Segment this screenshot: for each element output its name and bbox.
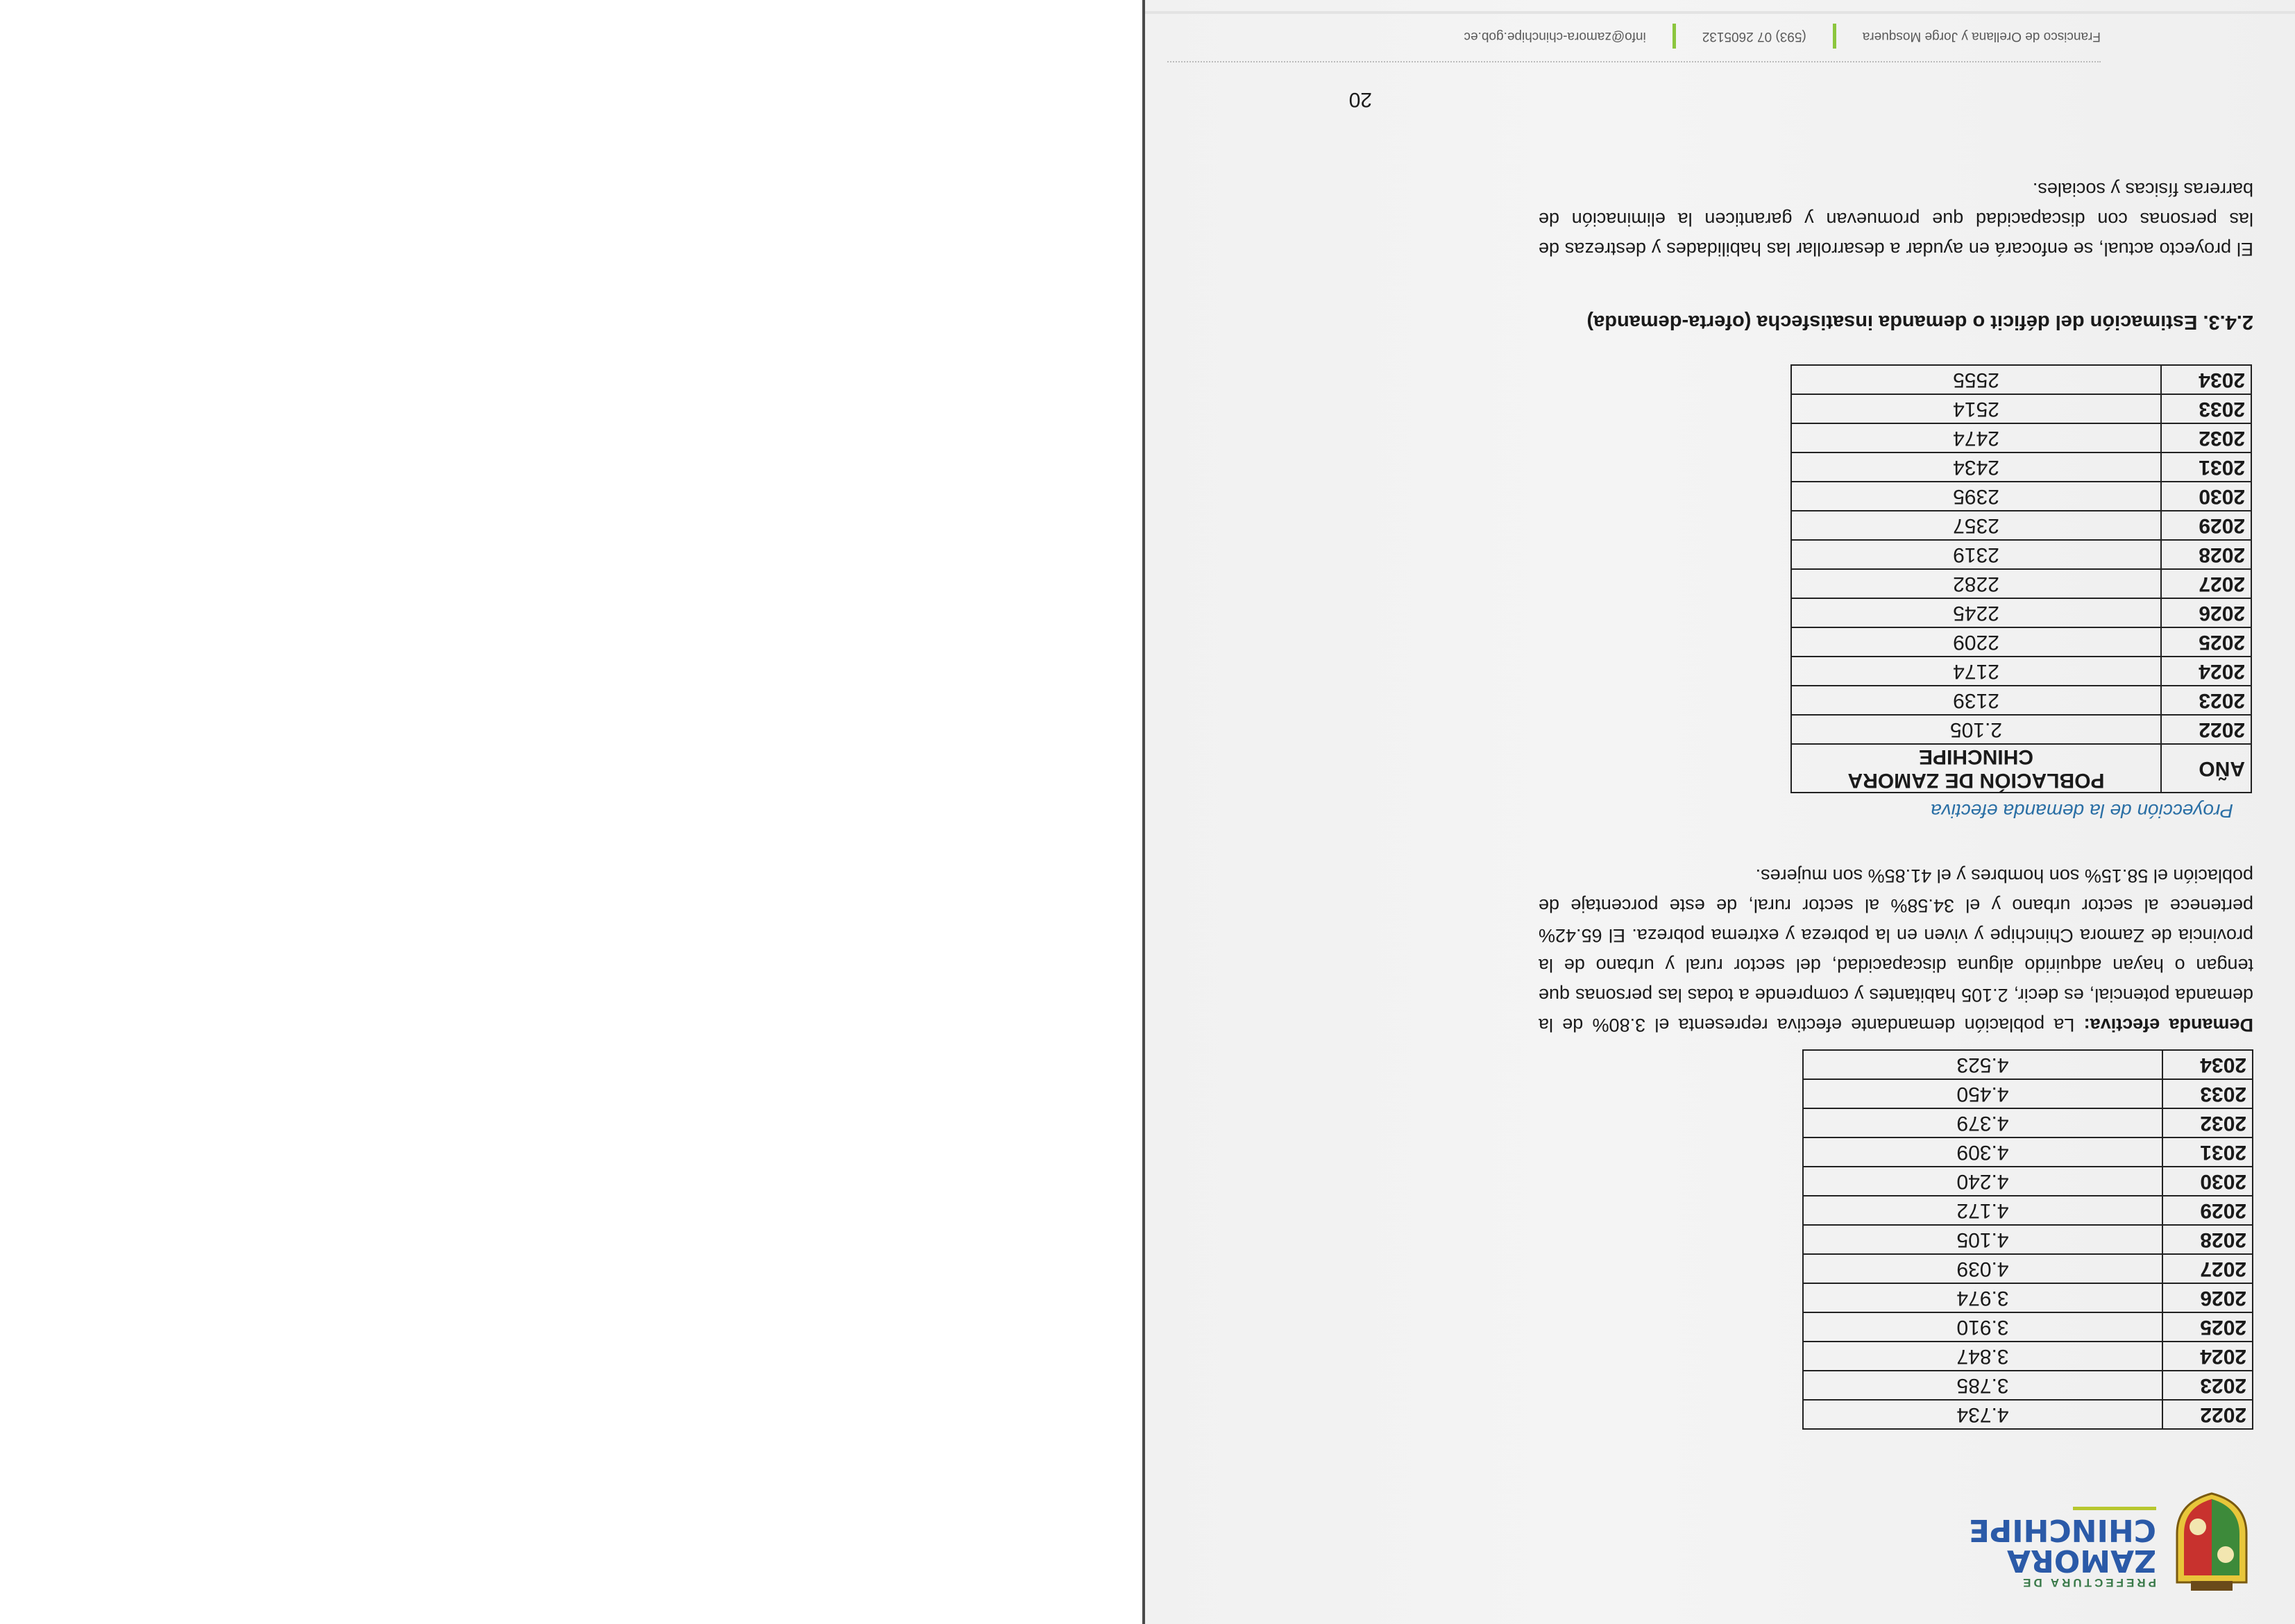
year-cell: 2033 (2161, 394, 2251, 423)
page-number: 20 (1348, 88, 1372, 111)
table-row (1803, 1050, 2253, 1079)
footer-phone: (593) 07 2605132 (1702, 28, 1806, 44)
table-row (1803, 1167, 2253, 1196)
logo-rule (2073, 1507, 2156, 1510)
year-cell: 2024 (2161, 657, 2251, 686)
demanda-label: Demanda efectiva: (2083, 1015, 2253, 1035)
year-cell: 2031 (2161, 452, 2251, 482)
document-page (1145, 0, 2295, 1624)
table-row (1803, 1283, 2253, 1312)
footer-email: info@zamora-chinchipe.gob.ec (1464, 28, 1646, 44)
population-cell: 4.240 (1803, 1167, 2162, 1196)
table2-caption: Proyección de la demanda efectiva (1931, 800, 2233, 822)
section-body-paragraph: El proyecto actual, se enfocará en ayudar a desarrollar las habilidades y destrezas de las personas con discapacidad que promuevan y garanticen la eliminación de barreras físicas y sociales. (1539, 179, 2253, 260)
year-cell: 2023 (2162, 1371, 2253, 1400)
population-cell: 4.172 (1803, 1196, 2162, 1225)
year-cell: 2025 (2161, 627, 2251, 657)
year-cell: 2033 (2162, 1079, 2253, 1108)
prefecture-logo (1968, 1471, 2253, 1596)
population-cell: 2555 (1791, 365, 2161, 394)
table-row (1803, 1342, 2253, 1371)
footer-rule (1167, 61, 2101, 62)
year-cell: 2028 (2162, 1225, 2253, 1254)
table-row (1791, 686, 2251, 715)
projection-table-1 (1802, 1049, 2253, 1430)
table-row (1791, 452, 2251, 482)
year-cell: 2030 (2162, 1167, 2253, 1196)
coat-of-arms-icon (2170, 1492, 2253, 1596)
year-cell: 2027 (2162, 1254, 2253, 1283)
year-cell: 2029 (2161, 511, 2251, 540)
population-cell: 2395 (1791, 482, 2161, 511)
table-row (1803, 1108, 2253, 1137)
table-row (1803, 1225, 2253, 1254)
projection-table-2 (1790, 364, 2252, 793)
population-cell: 2474 (1791, 423, 2161, 452)
footer-address: Francisco de Orellana y Jorge Mosquera (1862, 28, 2101, 44)
population-cell: 3.785 (1803, 1371, 2162, 1400)
population-cell: 3.974 (1803, 1283, 2162, 1312)
population-cell: 4.734 (1803, 1400, 2162, 1429)
population-cell: 4.379 (1803, 1108, 2162, 1137)
table2-header-row (1791, 744, 2251, 793)
table-row (1791, 598, 2251, 627)
table-row (1791, 394, 2251, 423)
year-cell: 2028 (2161, 540, 2251, 569)
demanda-efectiva-paragraph (1539, 861, 2253, 1040)
table-row (1791, 715, 2251, 744)
table-row (1791, 569, 2251, 598)
table-row (1791, 482, 2251, 511)
scan-edge (1145, 11, 2295, 14)
population-cell: 2174 (1791, 657, 2161, 686)
year-cell: 2034 (2162, 1050, 2253, 1079)
year-cell: 2023 (2161, 686, 2251, 715)
population-cell: 2434 (1791, 452, 2161, 482)
footer (1464, 24, 2101, 49)
section-heading: 2.4.3. Estimación del déficit o demanda insatisfecha (oferta-demanda) (1586, 311, 2253, 333)
table-row (1791, 627, 2251, 657)
population-cell: 4.523 (1803, 1050, 2162, 1079)
year-cell: 2032 (2161, 423, 2251, 452)
population-cell: 4.039 (1803, 1254, 2162, 1283)
population-cell: 2139 (1791, 686, 2161, 715)
year-cell: 2022 (2162, 1400, 2253, 1429)
year-cell: 2027 (2161, 569, 2251, 598)
year-cell: 2032 (2162, 1108, 2253, 1137)
year-cell: 2029 (2162, 1196, 2253, 1225)
table-row (1791, 657, 2251, 686)
year-cell: 2025 (2162, 1312, 2253, 1342)
table-row (1791, 540, 2251, 569)
population-cell: 2.105 (1791, 715, 2161, 744)
population-cell: 4.450 (1803, 1079, 2162, 1108)
header-population: POBLACIÓN DE ZAMORA CHINCHIPE (1791, 744, 2161, 793)
blank-left-page (0, 0, 1142, 1624)
table-row (1803, 1196, 2253, 1225)
population-cell: 2514 (1791, 394, 2161, 423)
footer-separator (1833, 24, 1836, 49)
population-cell: 2282 (1791, 569, 2161, 598)
logo-subtitle: PREFECTURA DE (2020, 1576, 2156, 1589)
year-cell: 2034 (2161, 365, 2251, 394)
population-cell: 2209 (1791, 627, 2161, 657)
table-row (1791, 423, 2251, 452)
year-cell: 2022 (2161, 715, 2251, 744)
population-cell: 3.910 (1803, 1312, 2162, 1342)
population-cell: 2357 (1791, 511, 2161, 540)
table-row (1803, 1371, 2253, 1400)
year-cell: 2030 (2161, 482, 2251, 511)
table-row (1791, 365, 2251, 394)
header-year: AÑO (2161, 744, 2251, 793)
year-cell: 2031 (2162, 1137, 2253, 1167)
table-row (1803, 1400, 2253, 1429)
population-cell: 2319 (1791, 540, 2161, 569)
year-cell: 2026 (2162, 1283, 2253, 1312)
population-cell: 3.847 (1803, 1342, 2162, 1371)
population-cell: 4.309 (1803, 1137, 2162, 1167)
table-row (1803, 1254, 2253, 1283)
table-row (1803, 1137, 2253, 1167)
year-cell: 2024 (2162, 1342, 2253, 1371)
year-cell: 2026 (2161, 598, 2251, 627)
table-row (1803, 1312, 2253, 1342)
logo-title-line2: CHINCHIPE (1968, 1512, 2156, 1548)
logo-title-line1: ZAMORA (2006, 1543, 2156, 1578)
demanda-text: La población demandante efectiva representa el 3.80% de la demanda potencial, es decir, 2.105 habitantes y comprende a todas las personas que tengan o hayan adquirido alguna discapacidad, del sector rural y urbano de la provincia de Zamora Chinchipe y viven en la pobreza y extrema pobreza. El 65.42% pertenece al sector urbano y el 34.58% al sector rural, de este porcentaje de población el 58.15% son hombres y el 41.85% son mujeres. (1539, 865, 2253, 1035)
population-cell: 2245 (1791, 598, 2161, 627)
table-row (1791, 511, 2251, 540)
footer-separator (1672, 24, 1676, 49)
table-row (1803, 1079, 2253, 1108)
population-cell: 4.105 (1803, 1225, 2162, 1254)
